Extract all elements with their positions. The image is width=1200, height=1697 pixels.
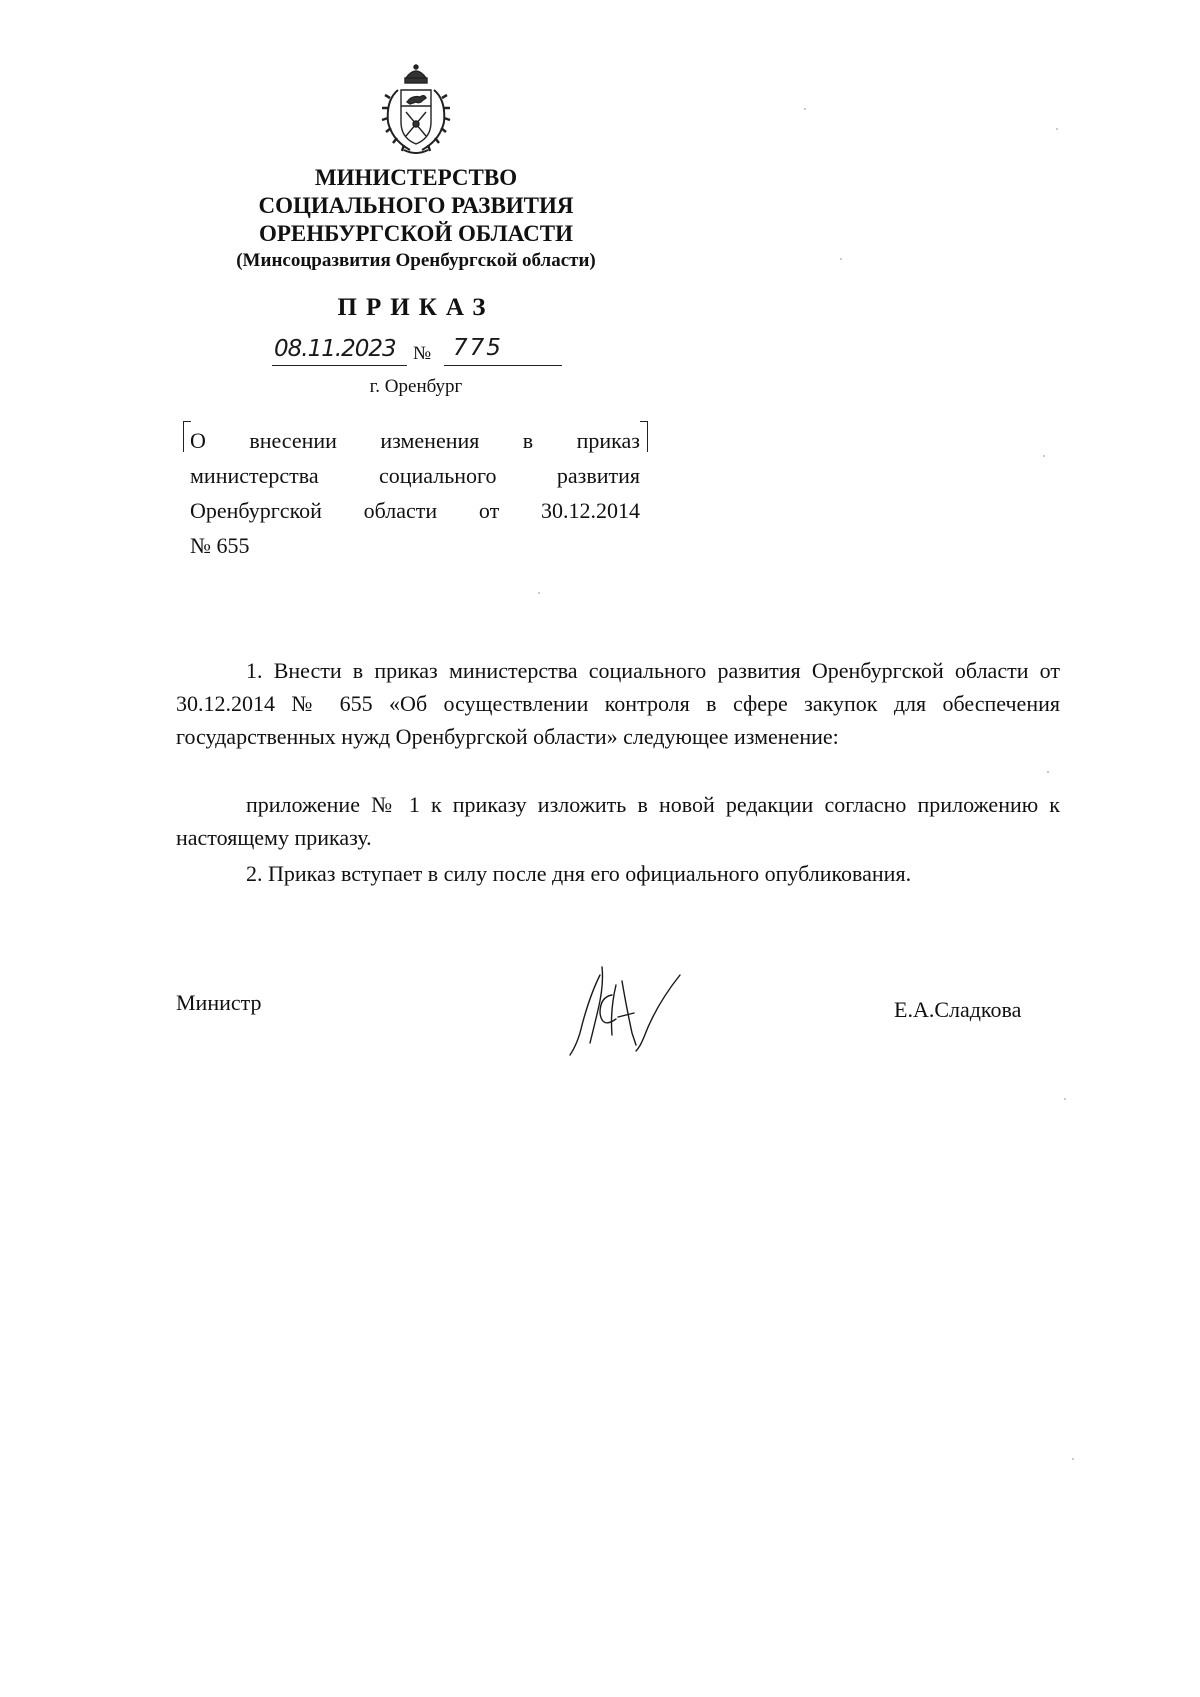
signatory-name: Е.А.Сладкова — [894, 997, 1022, 1022]
scan-speck — [1072, 1458, 1074, 1460]
scan-speck — [840, 258, 842, 260]
org-name-line-2: СОЦИАЛЬНОГО РАЗВИТИЯ — [258, 193, 574, 218]
scan-speck — [1056, 128, 1058, 130]
paragraph-3: 2. Приказ вступает в силу после дня его официального опубликования. — [246, 861, 912, 886]
subject-line-1: О внесении изменения в приказ — [190, 428, 640, 453]
subject-block — [190, 423, 640, 528]
paragraph-2: приложение № 1 к приказу изложить в новой редакции согласно приложению к настоящему приказу. — [176, 792, 1060, 850]
scan-speck — [1043, 455, 1045, 457]
subject-bracket-right — [640, 421, 648, 452]
org-name-line-1: МИНИСТЕРСТВО — [314, 165, 518, 190]
date-underline — [272, 365, 407, 366]
city: г. Оренбург — [369, 376, 463, 397]
order-date: 08.11.2023 — [274, 336, 396, 362]
handwritten-signature-icon — [560, 955, 690, 1060]
paragraph-1: 1. Внести в приказ министерства социального развития Оренбургской области от 30.12.2014 № 655 «Об осуществлении контроля в сфере закупок для обеспечения государственных нужд Оренбургской области» следующее изменение: — [176, 658, 1060, 749]
coat-of-arms-icon — [374, 60, 458, 160]
org-short-name: (Минсоцразвития Оренбургской области) — [236, 250, 596, 271]
scan-speck — [538, 592, 540, 594]
subject-line-2: министерства социального развития — [190, 463, 640, 488]
scan-speck — [1064, 1098, 1066, 1100]
subject-line-4: № 655 — [190, 533, 250, 558]
scan-speck — [1047, 771, 1049, 773]
number-underline — [444, 365, 562, 366]
signatory-role: Министр — [176, 990, 262, 1015]
order-number: 775 — [453, 335, 503, 361]
document-type: ПРИКАЗ — [337, 294, 495, 321]
scan-speck — [804, 108, 806, 110]
org-name-line-3: ОРЕНБУРГСКОЙ ОБЛАСТИ — [258, 221, 574, 246]
subject-line-3: Оренбургской области от 30.12.2014 — [190, 498, 640, 523]
date-number-line — [272, 334, 572, 370]
number-sign: № — [413, 343, 432, 364]
